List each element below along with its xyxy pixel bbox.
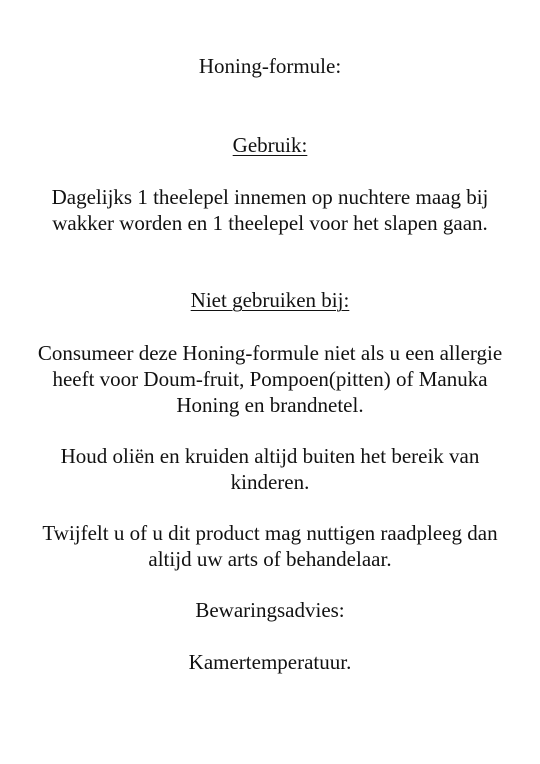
warnings-heading — [0, 287, 540, 313]
usage-heading — [0, 132, 540, 158]
usage-heading-text: Gebruik: — [232, 133, 308, 157]
usage-line-2: wakker worden en 1 theelepel voor het slapen gaan. — [52, 211, 488, 235]
children-line-1: Houd oliën en kruiden altijd buiten het bereik van — [60, 444, 480, 468]
document-title: Honing-formule: — [198, 54, 342, 78]
warnings-heading-text: Niet gebruiken bij: — [190, 288, 350, 312]
allergy-line-2: heeft voor Doum-fruit, Pompoen(pitten) of Manuka — [52, 367, 488, 391]
storage-heading: Bewaringsadvies: — [195, 598, 345, 622]
doubt-line-1: Twijfelt u of u dit product mag nuttigen raadpleeg dan — [42, 521, 498, 545]
usage-line-1: Dagelijks 1 theelepel innemen op nuchtere maag bij — [51, 185, 489, 209]
storage-value: Kamertemperatuur. — [188, 650, 352, 674]
doubt-line-2: altijd uw arts of behandelaar. — [148, 547, 392, 571]
allergy-line-1: Consumeer deze Honing-formule niet als u een allergie — [37, 341, 503, 365]
children-line-2: kinderen. — [230, 470, 310, 494]
allergy-line-3: Honing en brandnetel. — [176, 393, 364, 417]
